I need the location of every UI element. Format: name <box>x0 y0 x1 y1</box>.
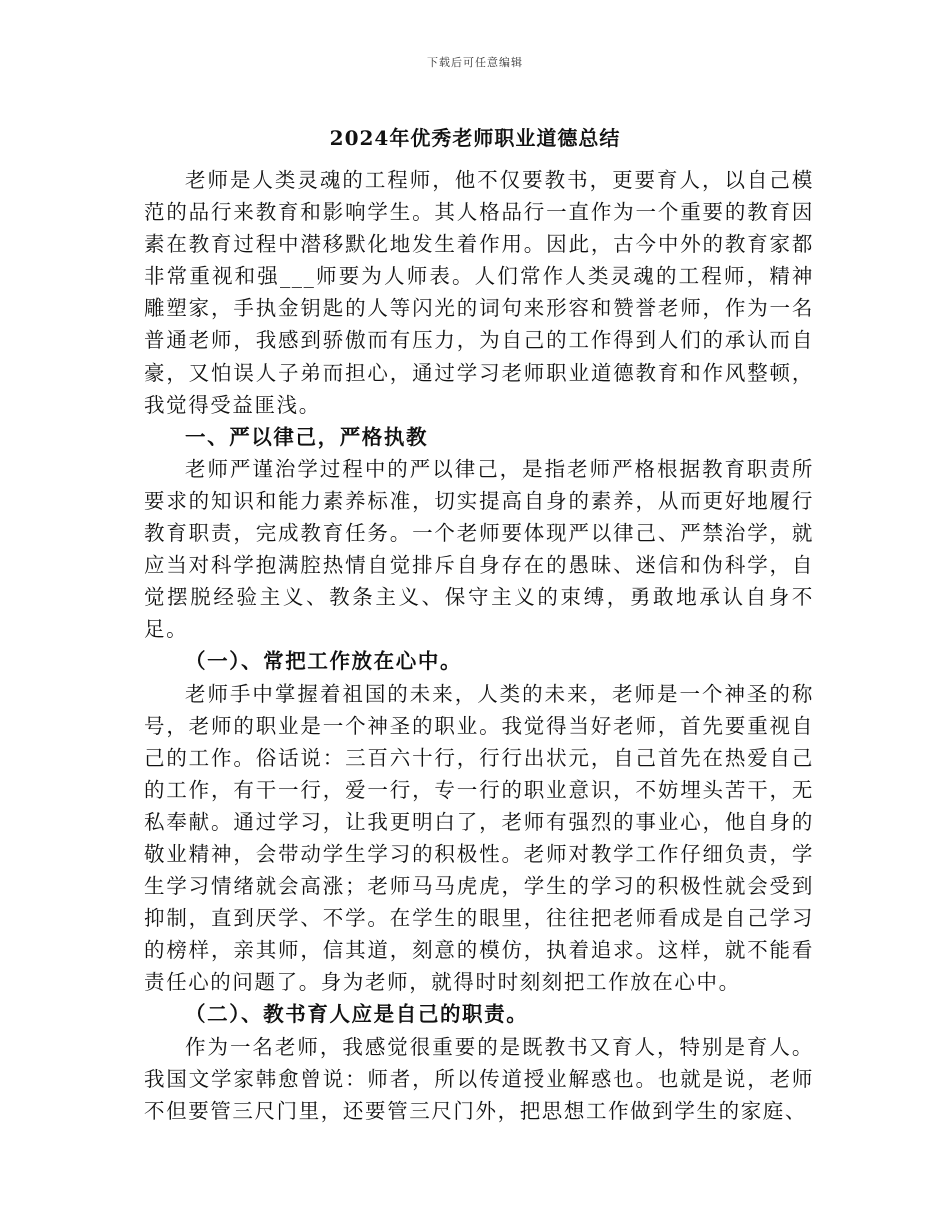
paragraph: 老师严谨治学过程中的严以律己，是指老师严格根据教育职责所要求的知识和能力素养标准，切实提高自身的素养，从而更好地履行教育职责，完成教育任务。一个老师要体现严以律己、严禁治学，就应当对科学抱满腔热情自觉排斥自身存在的愚昧、迷信和伪科学，自觉摆脱经验主义、教条主义、保守主义的束缚，勇敢地承认自身不足。 <box>144 456 814 642</box>
header-note: 下载后可任意编辑 <box>427 56 523 69</box>
paragraph: 老师是人类灵魂的工程师，他不仅要教书，更要育人，以自己模范的品行来教育和影响学生。其人格品行一直作为一个重要的教育因素在教育过程中潜移默化地发生着作用。因此，古今中外的教育家都非常重视和强___师要为人师表。人们常作人类灵魂的工程师，精神雕塑家，手执金钥匙的人等闪光的词句来形容和赞誉老师，作为一名普通老师，我感到骄傲而有压力，为自己的工作得到人们的承认而自豪，又怕误人子弟而担心，通过学习老师职业道德教育和作风整顿，我觉得受益匪浅。 <box>144 168 814 417</box>
section-heading: 一、严以律己，严格执教 <box>185 424 429 449</box>
subsection-heading: （二）、教书育人应是自己的职责。 <box>185 1002 529 1027</box>
document-body <box>144 164 814 1127</box>
subsection-heading: （一）、常把工作放在心中。 <box>185 649 463 674</box>
paragraph: 老师手中掌握着祖国的未来，人类的未来，老师是一个神圣的称号，老师的职业是一个神圣的职业。我觉得当好老师，首先要重视自己的工作。俗话说：三百六十行，行行出状元，自己首先在热爱自己的工作，有干一行，爱一行，专一行的职业意识，不妨埋头苦干，无私奉献。通过学习，让我更明白了，老师有强烈的事业心，他自身的敬业精神，会带动学生学习的积极性。老师对教学工作仔细负责，学生学习情绪就会高涨；老师马马虎虎，学生的学习的积极性就会受到抑制，直到厌学、不学。在学生的眼里，往往把老师看成是自己学习的榜样，亲其师，信其道，刻意的模仿，执着追求。这样，就不能看责任心的问题了。身为老师，就得时时刻刻把工作放在心中。 <box>144 681 814 995</box>
paragraph: 作为一名老师，我感觉很重要的是既教书又育人，特别是育人。我国文学家韩愈曾说：师者，所以传道授业解惑也。也就是说，老师不但要管三尺门里，还要管三尺门外，把思想工作做到学生的家庭、 <box>144 1034 814 1123</box>
document-title: 2024年优秀老师职业道德总结 <box>329 126 621 150</box>
